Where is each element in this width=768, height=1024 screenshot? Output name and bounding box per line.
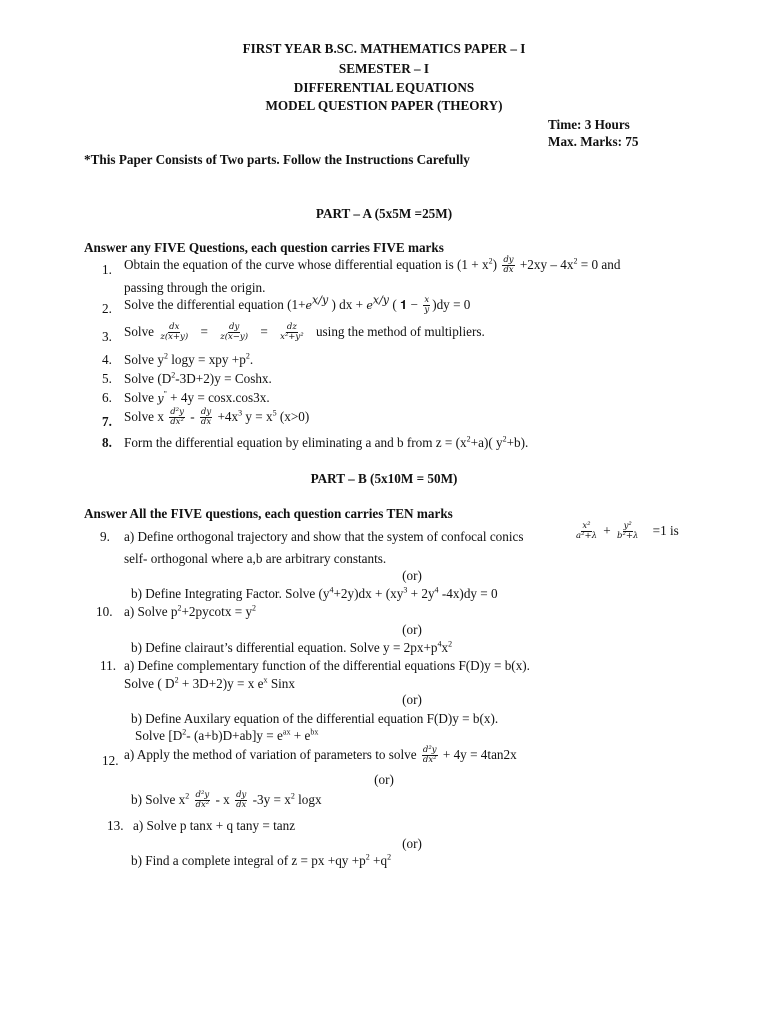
part-b-instruction: Answer All the FIVE questions, each question carries TEN marks bbox=[84, 506, 453, 521]
question-number: 2. bbox=[102, 301, 112, 316]
header-paper-type: MODEL QUESTION PAPER (THEORY) bbox=[265, 98, 503, 113]
question-4: Solve $y^2$ logy = xpy $+p^2$. bbox=[124, 351, 254, 367]
question-number: 4. bbox=[102, 352, 112, 367]
question-2: Solve the differential equation ($1+e^{x/y}$ ) dx + $e^{x/y}$ ( 𝟏 − $\frac{x}{y}$ )dy = 0 bbox=[124, 293, 471, 316]
or-separator: (or) bbox=[402, 836, 422, 851]
question-7: Solve x $\frac{\text{d²y}}{\text{dx²}}$ - $\frac{dy}{dx}$ $+4x^3$ $y = x^5$ (x>0) bbox=[124, 407, 310, 428]
question-11b: b) Define Auxilary equation of the differential equation F(D)y = b(x). bbox=[131, 711, 499, 726]
question-1: Obtain the equation of the curve whose differential equation is $(1 + x^2)$ $\frac{dy}{dx}$ $+2xy - 4x^2 = 0$ and bbox=[124, 255, 621, 276]
exam-max-marks: Max. Marks: 75 bbox=[548, 134, 639, 149]
question-number: 11. bbox=[100, 658, 116, 673]
or-separator: (or) bbox=[402, 568, 422, 583]
question-9a-continued: self- orthogonal where a,b are arbitrary constants. bbox=[124, 551, 387, 566]
question-number: 12. bbox=[102, 753, 119, 768]
question-13b: b) Find a complete integral of z = px $+qy +p^2 +q^2$ bbox=[131, 852, 392, 868]
question-8: Form the differential equation by eliminating a and b from $z = (x^2+a)$( $y^2+b$). bbox=[124, 434, 529, 450]
or-separator: (or) bbox=[402, 692, 422, 707]
question-12a: a) Apply the method of variation of parameters to solve $\frac{\text{d²y}}{\text{dx²}}$ + 4y = 4tan2x bbox=[124, 745, 517, 766]
question-6: Solve y" + 4y = cosx.cos3x. bbox=[124, 389, 270, 405]
question-3: Solve $\frac{dx}{z(x+y)}$ = $\frac{dy}{z(x-y)}$ = $\frac{dz}{\text{x²+y²}}$ using the method of multipliers. bbox=[124, 322, 485, 343]
part-a-title: PART – A (5x5M =25M) bbox=[315, 206, 453, 221]
question-9a: a) Define orthogonal trajectory and show that the system of confocal conics bbox=[124, 529, 524, 544]
dy-dx-fraction: $\frac{dy}{dx}$ bbox=[503, 255, 514, 276]
question-1-continued: passing through the origin. bbox=[124, 280, 266, 295]
exam-time: Time: 3 Hours bbox=[548, 117, 630, 132]
question-number: 1. bbox=[102, 262, 112, 277]
part-a-instruction: Answer any FIVE Questions, each question carries FIVE marks bbox=[84, 240, 444, 255]
question-11a: a) Define complementary function of the differential equations F(D)y = b(x). bbox=[124, 658, 530, 673]
header-subject: DIFFERENTIAL EQUATIONS bbox=[293, 80, 475, 95]
question-12b: b) Solve $x^2$ $\frac{\text{d²y}}{\text{dx²}}$ - x $\frac{dy}{dx}$ $-3y = x^2$ logx bbox=[131, 790, 322, 811]
question-10b: b) Define clairaut’s differential equation. Solve $y = 2px+p^4x^2$ bbox=[131, 639, 453, 655]
question-9b: b) Define Integrating Factor. Solve $(y^4+2y)dx + (xy^3 + 2y^4$ -4x)dy = 0 bbox=[131, 585, 498, 601]
question-10a: a) Solve $p^2+2pycotx = y^2$ bbox=[124, 603, 257, 619]
question-number: 13. bbox=[107, 818, 124, 833]
header-semester: SEMESTER – I bbox=[338, 61, 430, 76]
question-11a-solve: Solve ( $D^2 + 3D+2)y = x$ $e^x$ Sinx bbox=[124, 675, 295, 691]
question-5: Solve $(D^2-3D+2)y$ = Coshx. bbox=[124, 370, 272, 386]
or-separator: (or) bbox=[374, 772, 394, 787]
question-number: 7. bbox=[102, 414, 112, 429]
instructions-note: *This Paper Consists of Two parts. Follow the Instructions Carefully bbox=[84, 152, 470, 167]
question-number: 3. bbox=[102, 329, 112, 344]
question-number: 9. bbox=[100, 529, 110, 544]
question-11b-solve: Solve [$D^2-$ $(a+b)D+ab]y = e^{ax} + e^{bx}$ bbox=[135, 727, 319, 743]
question-number: 10. bbox=[96, 604, 113, 619]
question-number: 5. bbox=[102, 371, 112, 386]
part-b-title: PART – B (5x10M = 50M) bbox=[310, 471, 458, 486]
or-separator: (or) bbox=[402, 622, 422, 637]
question-13a: a) Solve p tanx + q tany = tanz bbox=[133, 818, 296, 833]
question-number: 8. bbox=[102, 435, 112, 450]
question-number: 6. bbox=[102, 390, 112, 405]
header-title: FIRST YEAR B.SC. MATHEMATICS PAPER – I bbox=[242, 41, 526, 56]
confocal-conics-equation: $\frac{\text{x²}}{\text{a²+λ}}$ + $\frac{\text{y²}}{\text{b²+λ}}$ =1 is bbox=[576, 521, 679, 542]
